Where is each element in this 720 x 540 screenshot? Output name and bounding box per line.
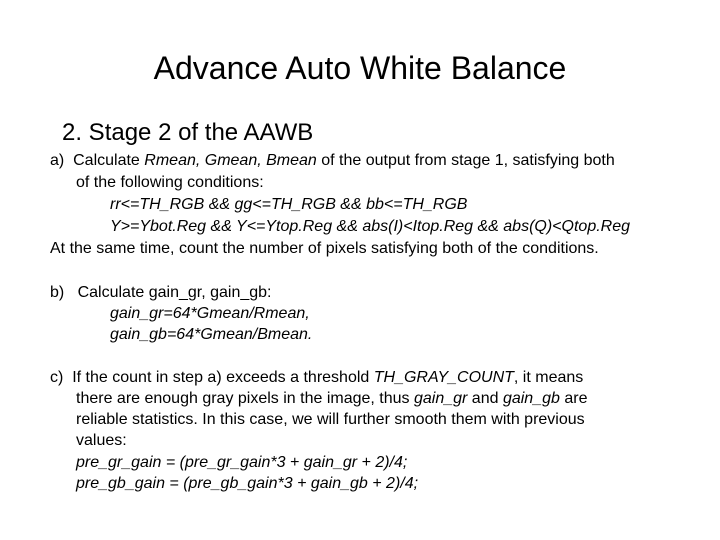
section-c-and: and — [467, 390, 503, 407]
section-b-formula-2: gain_gb=64*Gmean/Bmean. — [110, 326, 313, 343]
slide-subtitle: 2. Stage 2 of the AAWB — [62, 119, 314, 146]
slide-title: Advance Auto White Balance — [153, 50, 567, 86]
section-a-line-2: of the following conditions: — [76, 174, 264, 191]
section-c-text-1a: If the count in step a) exceeds a threshold — [72, 369, 374, 386]
section-c-text-2b: are — [559, 390, 588, 407]
section-a-intro: Calculate — [73, 152, 145, 169]
section-a-line-1 — [50, 151, 615, 171]
section-b-text: Calculate gain_gr, gain_gb: — [77, 284, 272, 301]
section-a-vars: Rmean, Gmean, Bmean — [144, 152, 317, 169]
section-c-line-3: reliable statistics. In this case, we will further smooth them with previous — [76, 411, 585, 428]
section-b-line-1 — [50, 283, 272, 303]
section-c-threshold-var: TH_GRAY_COUNT — [373, 369, 514, 386]
section-c-var-gain-gr: gain_gr — [413, 390, 468, 407]
section-a-count-line: At the same time, count the number of pixels satisfying both of the conditions. — [50, 240, 599, 257]
section-c-marker: c) — [50, 369, 64, 386]
section-c-text-1b: , it means — [513, 369, 584, 386]
section-a-intro-tail: of the output from stage 1, satisfying both — [316, 152, 615, 169]
section-c-text-2a: there are enough gray pixels in the image, thus — [76, 390, 414, 407]
section-b-marker: b) — [50, 284, 65, 301]
section-b-formula-1: gain_gr=64*Gmean/Rmean, — [110, 305, 310, 322]
section-c-formula-1: pre_gr_gain = (pre_gr_gain*3 + gain_gr + 2)/4; — [76, 454, 408, 471]
section-c-var-gain-gb: gain_gb — [502, 390, 560, 407]
section-c-line-1 — [50, 368, 583, 388]
section-a-condition-1: rr<=TH_RGB && gg<=TH_RGB && bb<=TH_RGB — [110, 196, 468, 213]
section-c-line-2 — [76, 389, 587, 409]
section-c-formula-2: pre_gb_gain = (pre_gb_gain*3 + gain_gb + 2)/4; — [76, 475, 419, 492]
section-a-marker: a) — [50, 152, 65, 169]
section-a-condition-2: Y>=Ybot.Reg && Y<=Ytop.Reg && abs(I)<Itop.Reg && abs(Q)<Qtop.Reg — [110, 218, 631, 235]
section-c-line-4: values: — [76, 432, 127, 449]
